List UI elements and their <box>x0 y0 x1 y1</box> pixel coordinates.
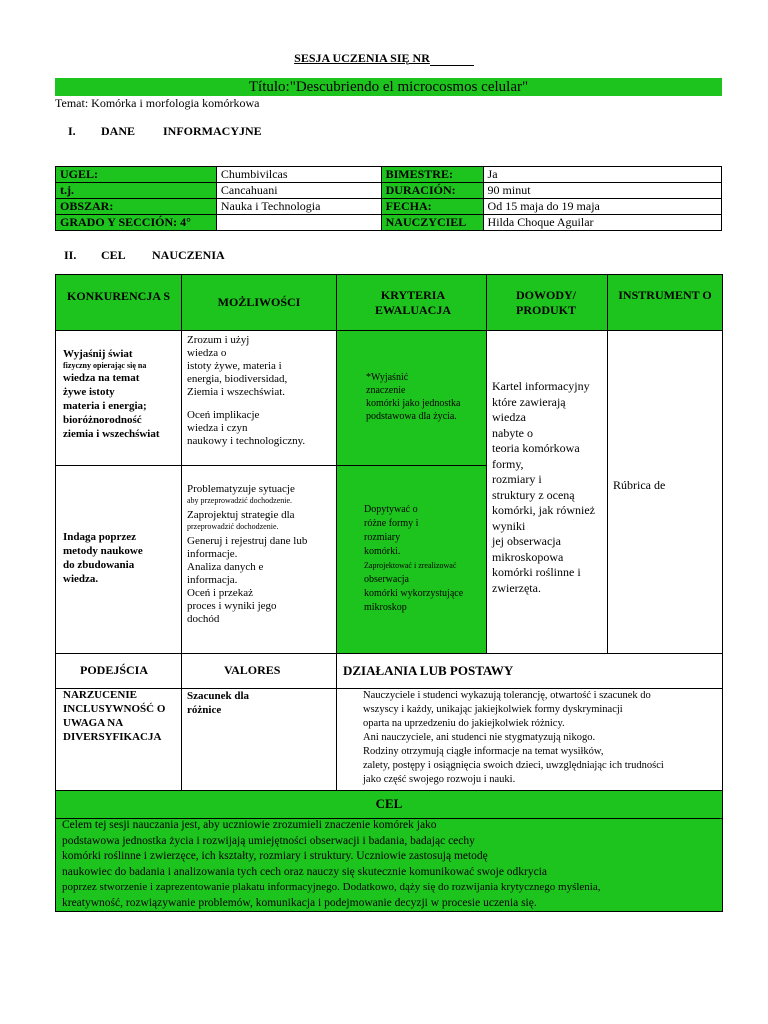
header-dzialania: DZIAŁANIA LUB POSTAWY <box>343 663 514 678</box>
info-key-grado: GRADO Y SECCIÓN: 4° <box>56 215 217 231</box>
info-value-obszar: Nauka i Technologia <box>216 199 381 215</box>
header-instrument: INSTRUMENT O <box>618 288 712 302</box>
info-table <box>55 166 722 231</box>
instrument-text: Rúbrica de <box>613 478 666 492</box>
info-value-tj: Cancahuani <box>216 183 381 199</box>
info-key-bimestre: BIMESTRE: <box>381 167 483 183</box>
info-value-duracion: 90 minut <box>483 183 721 199</box>
approach-actions: Nauczyciele i studenci wykazują tolerancję, otwartość i szacunek do wszyscy i każdy, unikając jakiejkolwiek formy dyskryminacji oparta na uprzedzeniu do jakiejkolwiek różnicy. Ani nauczyciele, ani studenci nie stygmatyzują nikogo. Rodziny otrzymują ciągłe informacje na temat wysiłków, zalety, postępy i osiągnięcia swoich dzieci, uwzględniając ich trudności jako część swojego rozwoju i nauki. <box>363 690 664 785</box>
competency-1: Wyjaśnij świat fizyczny opierając się na wiedza na temat żywe istoty materia i energia; bioróżnorodność ziemia i wszechświat <box>63 348 160 440</box>
evidence-product: Kartel informacyjny które zawierają wiedza nabyte o teoria komórkowa formy, rozmiary i struktury z oceną komórki, jak również wyniki jej obserwacja mikroskopowa komórki roślinne i zwierzęta. <box>492 379 595 595</box>
header-konkurencja: KONKURENCJA S <box>66 289 170 303</box>
cel-heading: CEL <box>375 796 403 811</box>
header-valores: VALORES <box>224 663 281 677</box>
approach-name: NARZUCENIE INCLUSYWNOŚĆ O UWAGA NA DIVERSYFIKACJA <box>63 689 166 743</box>
info-key-tj: t.j. <box>56 183 217 199</box>
approach-value: Szacunek dla różnice <box>187 690 250 716</box>
session-title-text: SESJA UCZENIA SIĘ NR <box>294 51 430 65</box>
header-kryteria: KRYTERIA EWALUACJA <box>374 288 451 317</box>
section-1-heading <box>68 124 368 140</box>
info-row <box>56 167 722 183</box>
info-value-bimestre: Ja <box>483 167 721 183</box>
criteria-1: *Wyjaśnić znaczenie komórki jako jednostka podstawowa dla życia. <box>366 372 461 422</box>
cel-paragraph: Celem tej sesji nauczania jest, aby uczniowie zrozumieli znaczenie komórek jako podstawowa jednostka życia i rozwijają umiejętności obserwacji i badania, badając cechy komórki roślinne i zwierzęce, ich kształty, rozmiary i struktury. Uczniowie zastosują metodę naukowiec do badania i analizowania tych cech oraz nauczy się skutecznie komunikować swoje odkrycia poprzez stworzenie i zaprezentowanie plakatu informacyjnego. Dodatkowo, dąży się do rozwijania krytycznego myślenia, kreatywność, rozwiązywanie problemów, komunikacja i podejmowanie decyzji w procesie uczenia się. <box>62 819 601 909</box>
header-dowody: DOWODY/ PRODUKT <box>516 288 576 317</box>
section-2-number: II. <box>64 248 77 262</box>
info-row <box>56 199 722 215</box>
criteria-2: Dopytywać o różne formy i rozmiary komórki. Zaprojektować i zrealizować obserwacja komórki wykorzystujące mikroskop <box>364 504 464 613</box>
info-row <box>56 215 722 231</box>
section-1-word2: INFORMACYJNE <box>163 124 262 138</box>
info-value-nauczyciel: Hilda Choque Aguilar <box>483 215 721 231</box>
section-2-word1: CEL <box>101 248 126 262</box>
info-key-duracion: DURACIÓN: <box>381 183 483 199</box>
temat-line: Temat: Komórka i morfologia komórkowa <box>55 96 260 110</box>
session-title <box>0 50 768 66</box>
info-key-fecha: FECHA: <box>381 199 483 215</box>
section-2-heading <box>64 248 364 264</box>
learning-goals-table <box>55 274 723 912</box>
info-row <box>56 183 722 199</box>
info-value-fecha: Od 15 maja do 19 maja <box>483 199 721 215</box>
titulo-banner: Título:"Descubriendo el microcosmos celular" <box>55 78 722 96</box>
info-key-obszar: OBSZAR: <box>56 199 217 215</box>
info-value-ugel: Chumbivilcas <box>216 167 381 183</box>
info-key-ugel: UGEL: <box>56 167 217 183</box>
capacity-1: Zrozum i użyj wiedza o istoty żywe, materia i energia, biodiversidad, Ziemia i wszechświat. Oceń implikacje wiedza i czyn naukowy i technologiczny. <box>187 334 306 447</box>
capacity-2: Problematyzuje sytuacje aby przeprowadzić dochodzenie. Zaprojektuj strategie dla przeprowadzić dochodzenie. Generuj i rejestruj dane lub informacje. Analiza danych e informacja. Oceń i przekaż proces i wyniki jego dochód <box>187 483 308 625</box>
info-value-grado <box>216 215 381 231</box>
header-mozliwosci: MOŻLIWOŚCI <box>217 295 301 309</box>
header-podejscia: PODEJŚCIA <box>80 663 149 677</box>
competency-2: Indaga poprzez metody naukowe do zbudowania wiedza. <box>63 531 143 585</box>
info-key-nauczyciel: NAUCZYCIEL <box>381 215 483 231</box>
section-2-word2: NAUCZENIA <box>152 248 225 262</box>
session-number-blank <box>430 50 474 66</box>
section-1-number: I. <box>68 124 76 138</box>
section-1-word1: DANE <box>101 124 136 138</box>
